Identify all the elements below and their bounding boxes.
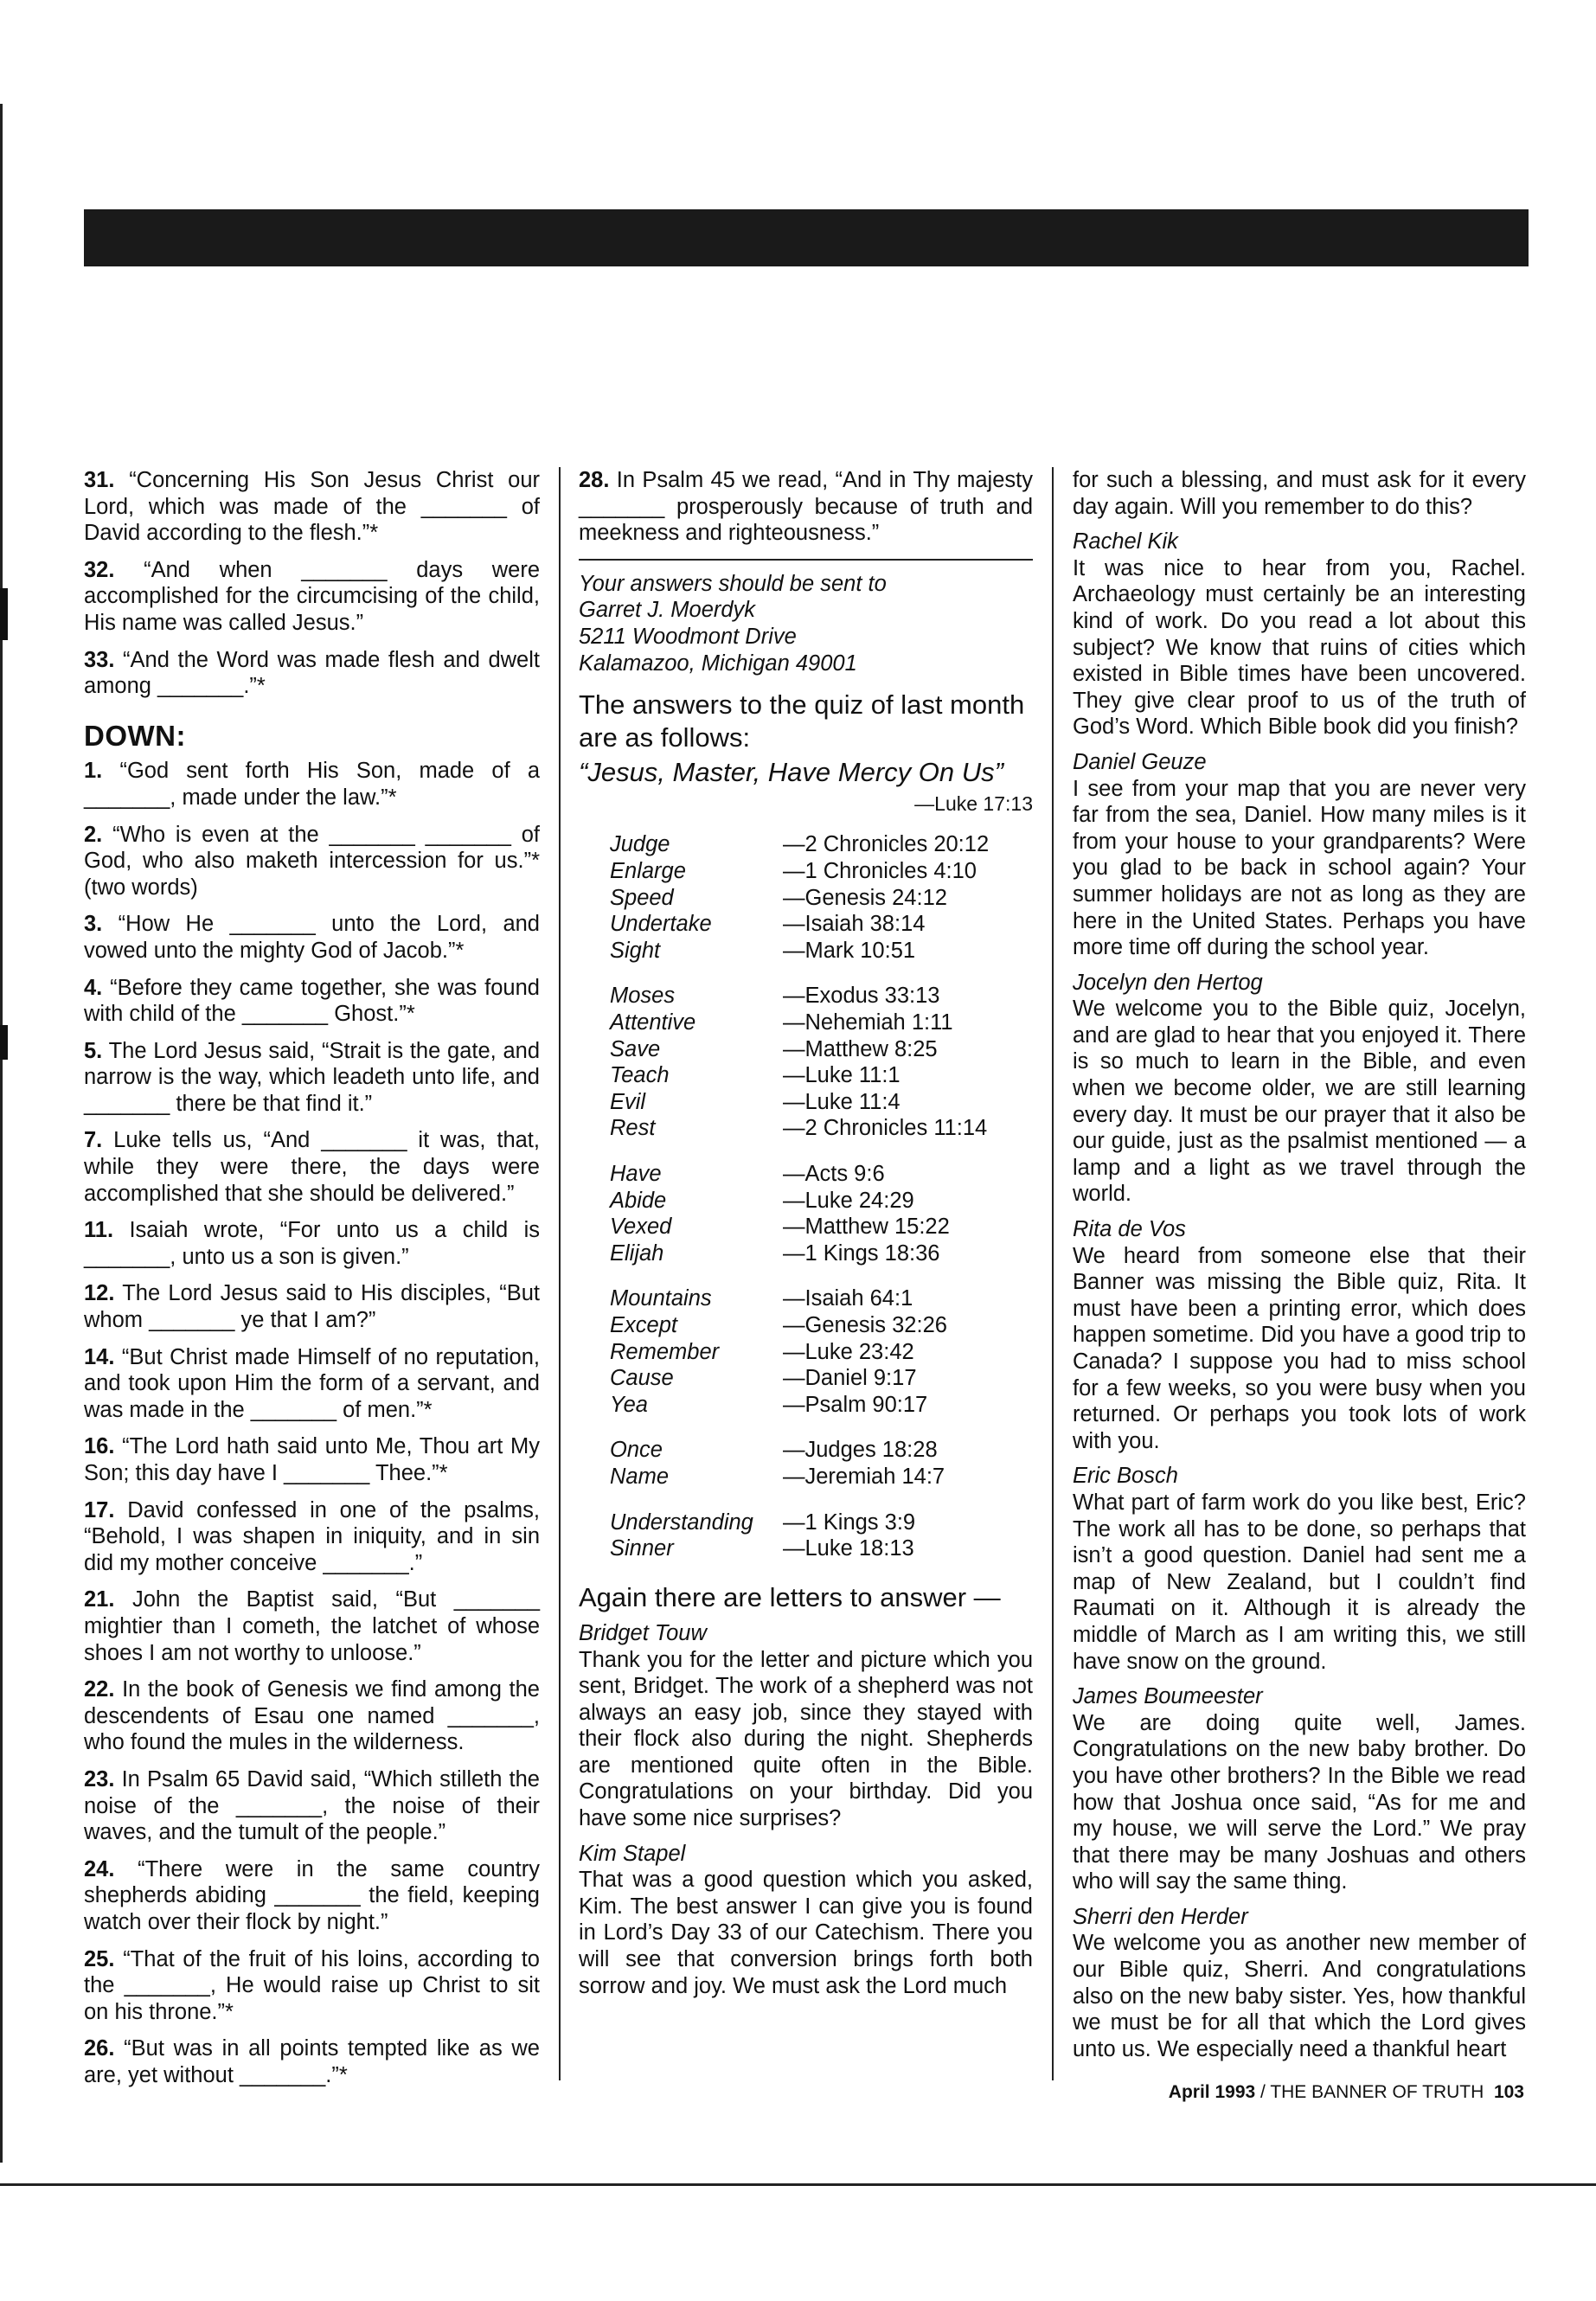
answer-group — [610, 1161, 1033, 1266]
column-divider — [559, 467, 561, 2080]
answers-intro: The answers to the quiz of last month are as follows: — [579, 689, 1025, 753]
quiz-item: 31. “Concerning His Son Jesus Christ our Lord, which was made of the _______ of David according to the flesh.”* — [84, 468, 540, 546]
letter-reply — [1073, 970, 1526, 1208]
footer-separator: / — [1255, 2082, 1271, 2102]
column-1 — [84, 467, 540, 2099]
edge-mark — [0, 1025, 8, 1060]
letters-heading: Again there are letters to answer — — [579, 1581, 1001, 1612]
letter-reply — [579, 1841, 1033, 2000]
letter-reply — [1073, 1683, 1526, 1895]
letter-body: We welcome you as another new member of our Bible quiz, Sherri. And congratulations also on the new baby sister. Yes, how thankful we must be for all that which the Lord gives unto us. We especially need a thankful heart — [1073, 1931, 1526, 2061]
answer-group — [610, 983, 1033, 1142]
answer-row: Once —Judges 18:28 — [610, 1438, 938, 1463]
letter-body: We heard from someone else that their Banner was missing the Bible quiz, Rita. It must have been a printing error, which does happen sometime. Did you have a good trip to Canada? I suppose you had to miss school for a few weeks, so you were busy when you returned. Or perhaps you took lots of work with you. — [1073, 1243, 1526, 1453]
quiz-item: 32. “And when _______ days were accomplished for the circumcising of the child, His name was called Jesus.” — [84, 557, 540, 635]
answer-row: Name —Jeremiah 14:7 — [610, 1464, 945, 1489]
letter-body: What part of farm work do you like best, Eric? The work all has to be done, so perhaps that isn’t a good question. Daniel had sent me a map of New Zealand, but I couldn’t find Raumati on it. Although it is already the middle of March as I am writing this, we still have snow on the ground. — [1073, 1490, 1526, 1674]
answer-row: Sinner —Luke 18:13 — [610, 1536, 914, 1561]
letter-reply — [1073, 1216, 1526, 1454]
answer-row: Have —Acts 9:6 — [610, 1162, 885, 1186]
letter-body: Thank you for the letter and picture which you sent, Bridget. The work of a shepherd was not always an easy job, since they stayed with their flock also during the night. Shepherds are mentioned quite often in the Bible. Congratulations on your birthday. Did you have some nice surprises? — [579, 1647, 1033, 1831]
letter-reply — [1073, 529, 1526, 740]
quiz-item: 2. “Who is even at the _______ _______ of God, who also maketh intercession for us.”* (two words) — [84, 822, 540, 900]
column-divider — [1052, 467, 1054, 2080]
letter-recipient: Rachel Kik — [1073, 529, 1178, 554]
letter-recipient: Jocelyn den Hertog — [1073, 970, 1263, 995]
quiz-item: 28. In Psalm 45 we read, “And in Thy majesty _______ prosperously because of truth and meekness and righteousness.” — [579, 468, 1033, 546]
answer-group — [610, 831, 1033, 964]
answer-row: Moses —Exodus 33:13 — [610, 984, 940, 1009]
letter-recipient: Rita de Vos — [1073, 1217, 1186, 1242]
answer-row: Cause —Daniel 9:17 — [610, 1366, 917, 1391]
letter-body: That was a good question which you asked, Kim. The best answer I can give you is found in Lord’s Day 33 of our Catechism. There you will see that conversion brings forth both sorrow and joy. We must ask the Lord much — [579, 1868, 1033, 1998]
answer-row: Yea —Psalm 90:17 — [610, 1392, 928, 1417]
answer-row: Teach —Luke 11:1 — [610, 1063, 901, 1088]
letter-recipient: Kim Stapel — [579, 1841, 686, 1866]
quiz-item: 14. “But Christ made Himself of no reputation, and took upon Him the form of a servant, and was made in the _______ of men.”* — [84, 1344, 540, 1422]
mailing-address: Your answers should be sent to Garret J. Moerdyk 5211 Woodmont Drive Kalamazoo, Michigan 49001 — [579, 571, 887, 676]
quiz-item: 24. “There were in the same country shepherds abiding _______ the field, keeping watch over their flock by night.” — [84, 1856, 540, 1934]
quiz-item: 11. Isaiah wrote, “For unto us a child is _______, unto us a son is given.” — [84, 1218, 540, 1269]
page-footer — [1169, 2082, 1524, 2103]
page-number: 103 — [1493, 2082, 1524, 2102]
across-list — [84, 467, 540, 700]
letter-recipient: Sherri den Herder — [1073, 1904, 1248, 1929]
letter-reply — [1073, 1904, 1526, 2063]
left-page-edge — [0, 104, 3, 2163]
answer-group — [610, 1437, 1033, 1490]
footer-date: April 1993 — [1168, 2082, 1256, 2102]
letter-body: I see from your map that you are never very far from the sea, Daniel. How many miles is it from your house to your grandparents? Were you glad to be back in school again? Your summer holidays are not as long as they are here in the United States. Perhaps you have more time off during the school year. — [1073, 776, 1526, 960]
quiz-item: 5. The Lord Jesus said, “Strait is the gate, and narrow is the way, which leadeth unto life, and _______ there be that find it.” — [84, 1038, 541, 1116]
footer-publication: THE BANNER OF TRUTH — [1270, 2082, 1484, 2102]
answer-row: Abide —Luke 24:29 — [610, 1188, 914, 1213]
letter-recipient: James Boumeester — [1073, 1684, 1263, 1709]
quiz-item: 1. “God sent forth His Son, made of a _______, made under the law.”* — [84, 759, 541, 810]
answer-row: Elijah —1 Kings 18:36 — [610, 1240, 940, 1266]
quiz-title: “Jesus, Master, Have Mercy On Us” — [579, 756, 1003, 787]
answer-row: Undertake —Isaiah 38:14 — [610, 912, 926, 937]
answer-row: Save —Matthew 8:25 — [610, 1036, 938, 1061]
letter-reply — [1073, 1463, 1526, 1675]
answer-row: Evil —Luke 11:4 — [610, 1089, 901, 1114]
column-2 — [579, 467, 1033, 2008]
answer-row: Except —Genesis 32:26 — [610, 1312, 947, 1337]
quiz-reference: —Luke 17:13 — [914, 792, 1033, 815]
quiz-item: 21. John the Baptist said, “But _______ mightier than I cometh, the latchet of whose shoes I am not worthy to unloose.” — [84, 1587, 540, 1665]
column-3 — [1073, 467, 1526, 2071]
answer-row: Mountains —Isaiah 64:1 — [610, 1286, 913, 1311]
letter-body: It was nice to hear from you, Rachel. Archaeology must certainly be an interesting kind of work. Do you read a lot about this subject? We know that ruins of cities which existed in Bible times have been uncovered. They give clear proof to us of the truth of God’s Word. Which Bible book did you finish? — [1073, 555, 1526, 740]
letter-continuation: for such a blessing, and must ask for it every day again. Will you remember to do this? — [1073, 468, 1526, 519]
quiz-item: 16. “The Lord hath said unto Me, Thou art My Son; this day have I _______ Thee.”* — [84, 1434, 540, 1485]
quiz-item: 17. David confessed in one of the psalms, “Behold, I was shapen in iniquity, and in sin did my mother conceive _______.” — [84, 1497, 540, 1575]
answer-row: Attentive —Nehemiah 1:11 — [610, 1010, 953, 1035]
answer-row: Enlarge —1 Chronicles 4:10 — [610, 859, 977, 884]
answer-row: Speed —Genesis 24:12 — [610, 885, 947, 910]
down-list — [84, 758, 540, 2088]
edge-mark — [0, 588, 8, 640]
letter-recipient: Bridget Touw — [579, 1620, 707, 1645]
quiz-item: 22. In the book of Genesis we find among the descendents of Esau one named _______, who found the mules in the wilderness. — [84, 1677, 540, 1755]
quiz-item: 26. “But was in all points tempted like as we are, yet without _______.”* — [84, 2036, 540, 2087]
letter-body: We are doing quite well, James. Congratulations on the new baby brother. Do you have other brothers? In the Bible we read how that Joshua once said, “As for me and my house, we will serve the Lord.” We pray that there may be many Joshuas and others who will say the same thing. — [1073, 1710, 1526, 1894]
answer-row: Judge —2 Chronicles 20:12 — [610, 832, 990, 857]
answer-group — [610, 1285, 1033, 1418]
quiz-item: 4. “Before they came together, she was found with child of the _______ Ghost.”* — [84, 975, 540, 1027]
answer-row: Rest —2 Chronicles 11:14 — [610, 1116, 988, 1141]
letter-recipient: Eric Bosch — [1073, 1464, 1178, 1489]
down-heading: DOWN: — [84, 719, 186, 752]
quiz-item: 7. Luke tells us, “And _______ it was, that, while they were there, the days were accomplished that she should be delivered.” — [84, 1128, 540, 1206]
letter-reply — [1073, 749, 1526, 961]
letter-body: We welcome you to the Bible quiz, Jocelyn, and are glad to hear that you enjoyed it. There is so much to learn in the Bible, and even when we become older, we are still learning every day. It must be our prayer that it also be our guide, just as the psalmist mentioned — a lamp and a light as we travel through the world. — [1073, 997, 1526, 1207]
quiz-item: 12. The Lord Jesus said to His disciples, “But whom _______ ye that I am?” — [84, 1281, 540, 1333]
bottom-page-edge — [0, 2183, 1596, 2186]
section-divider — [579, 559, 1033, 561]
quiz-item: 25. “That of the fruit of his loins, according to the _______, He would raise up Christ to sit on his throne.”* — [84, 1946, 540, 2024]
quiz-item: 23. In Psalm 65 David said, “Which stilleth the noise of the _______, the noise of their waves, and the tumult of the people.” — [84, 1766, 540, 1845]
answer-group — [610, 1509, 1033, 1562]
letter-recipient: Daniel Geuze — [1073, 749, 1207, 774]
quiz-item: 33. “And the Word was made flesh and dwelt among _______.”* — [84, 647, 540, 699]
answer-row: Understanding —1 Kings 3:9 — [610, 1509, 916, 1535]
header-banner-bar — [84, 209, 1529, 266]
answer-row: Remember —Luke 23:42 — [610, 1339, 914, 1364]
answer-row: Sight —Mark 10:51 — [610, 938, 916, 963]
quiz-item: 3. “How He _______ unto the Lord, and vowed unto the mighty God of Jacob.”* — [84, 912, 540, 963]
answer-row: Vexed —Matthew 15:22 — [610, 1215, 950, 1240]
letter-reply — [579, 1620, 1033, 1832]
